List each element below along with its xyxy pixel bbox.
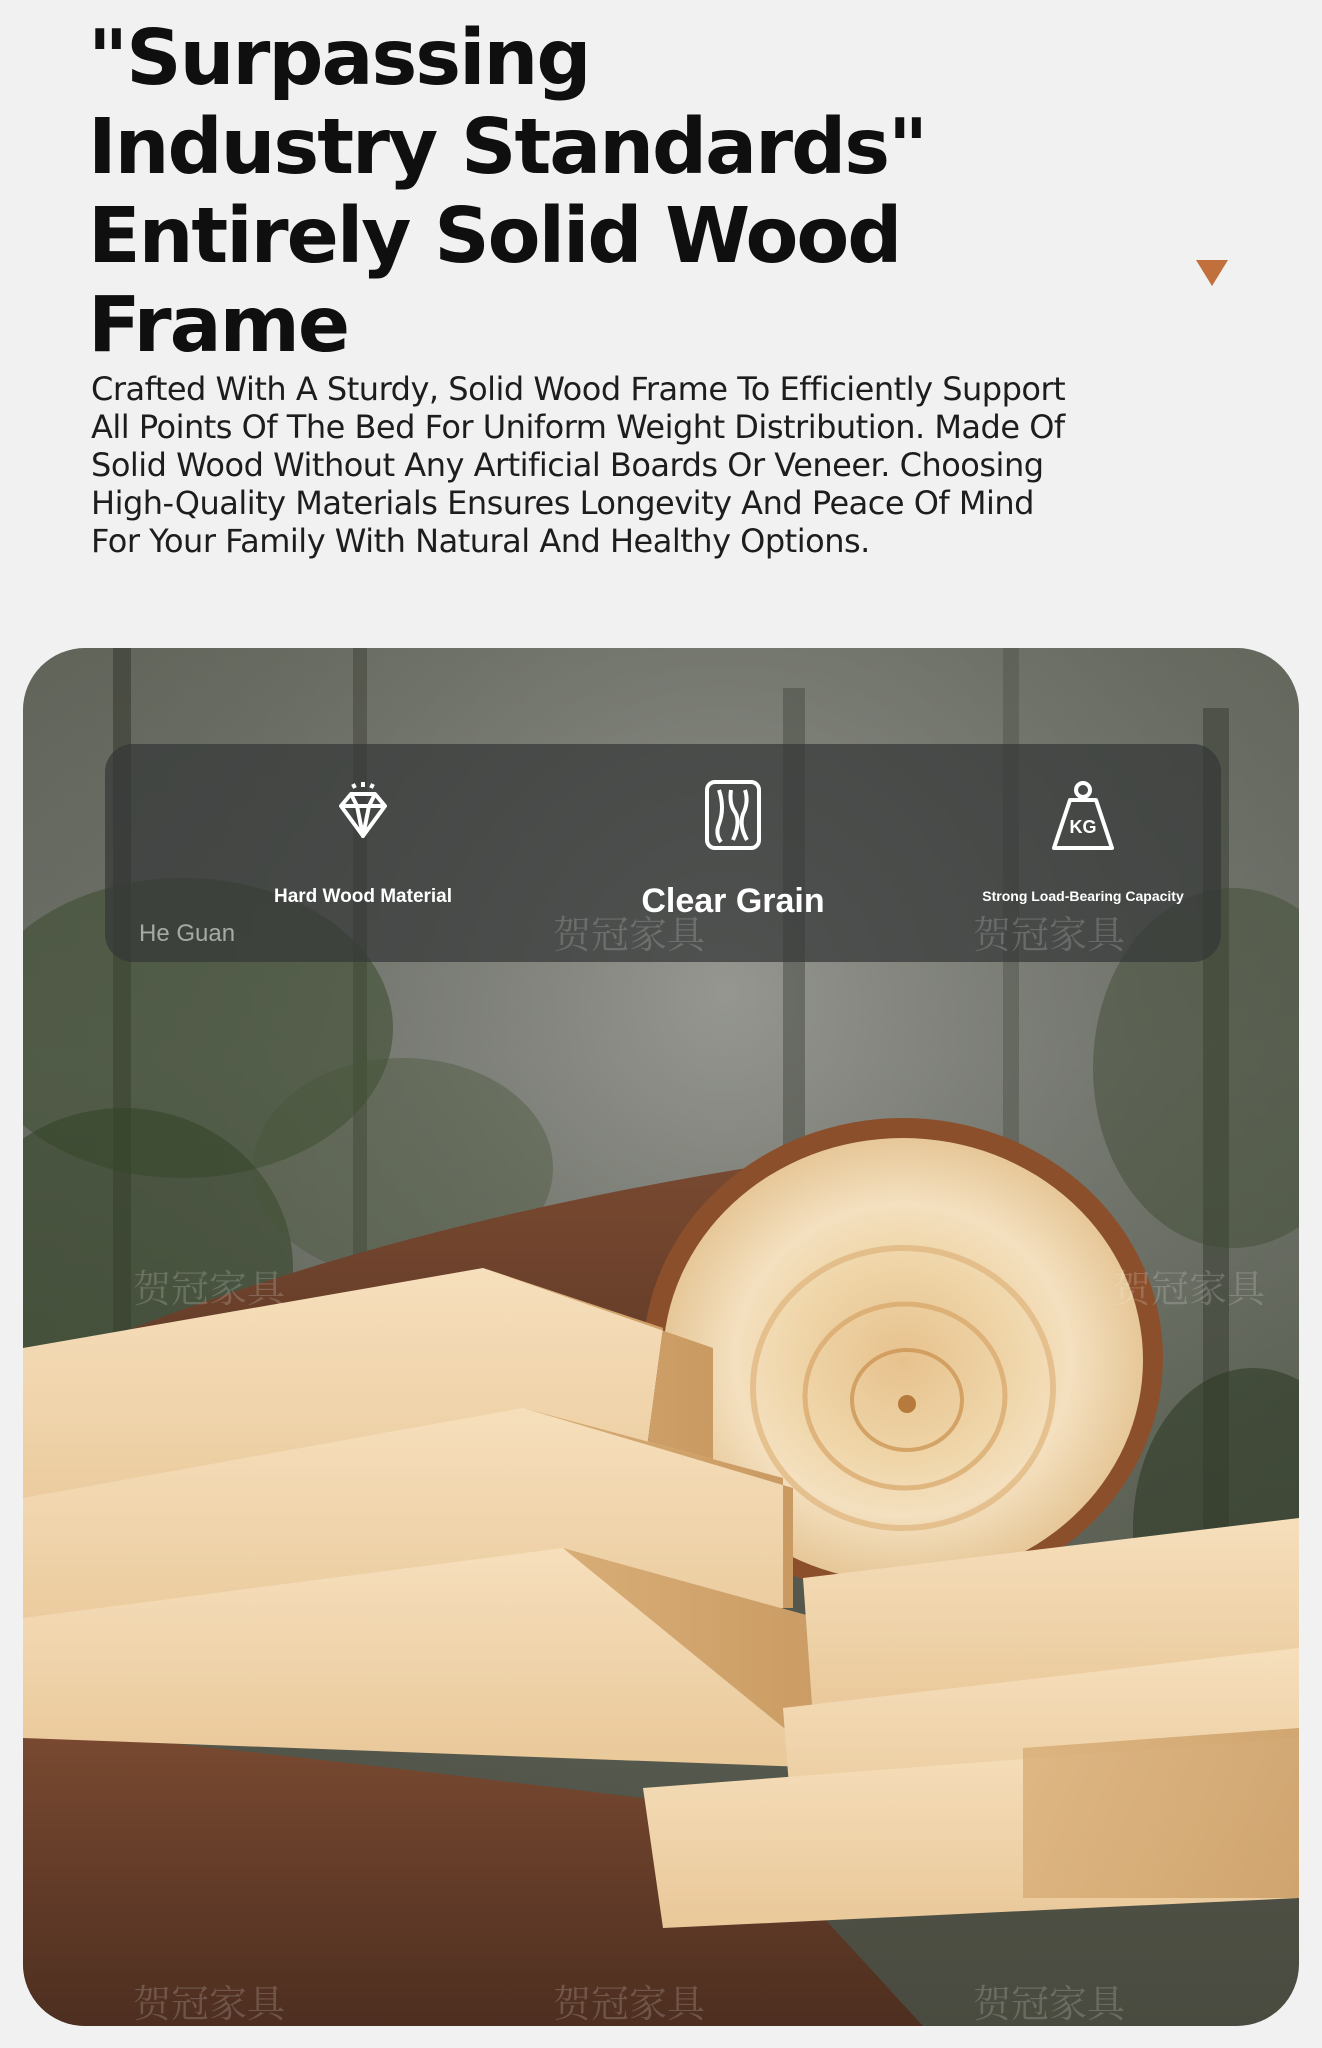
watermark-text: 贺冠家具 [973,1982,1126,2026]
description-line: Solid Wood Without Any Artificial Boards Or Veneer. Choosing [91,446,1044,484]
description-line: All Points Of The Bed For Uniform Weight Distribution. Made Of [91,408,1065,446]
watermark-text: 贺冠家具 [553,913,706,957]
feature-label: Hard Wood Material [273,886,453,907]
title-line: Frame [88,281,349,370]
title-line: "Surpassing [88,14,590,103]
wood-grain-icon [701,778,765,854]
watermark-text: 贺冠家具 [553,1982,706,2026]
description-line: High-Quality Materials Ensures Longevity And Peace Of Mind [91,484,1034,522]
brand-watermark: He Guan [139,920,236,947]
wood-forest-photo [23,648,1299,2026]
description-line: For Your Family With Natural And Healthy Options. [91,522,870,560]
svg-text:KG: KG [1069,817,1097,837]
title-line: Entirely Solid Wood [88,192,901,281]
page-title [88,14,988,370]
feature-clear-grain [583,778,883,921]
watermark-text: 贺冠家具 [133,1982,286,2026]
triangle-marker-icon [1196,260,1228,286]
watermark-text: 贺冠家具 [1113,1267,1266,1311]
feature-label: Strong Load-Bearing Capacity [982,888,1184,904]
feature-hard-wood [213,778,513,908]
title-line: Industry Standards" [88,103,927,192]
watermark-text: 贺冠家具 [973,913,1126,957]
description-line: Crafted With A Sturdy, Solid Wood Frame To Efficiently Support [91,370,1066,408]
watermark-text: 贺冠家具 [133,1267,286,1311]
kg-weight-icon [1046,778,1120,854]
feature-label: Clear Grain [641,882,825,920]
diamond-icon [325,778,401,854]
description [91,370,1151,560]
feature-load-bearing [923,778,1243,904]
